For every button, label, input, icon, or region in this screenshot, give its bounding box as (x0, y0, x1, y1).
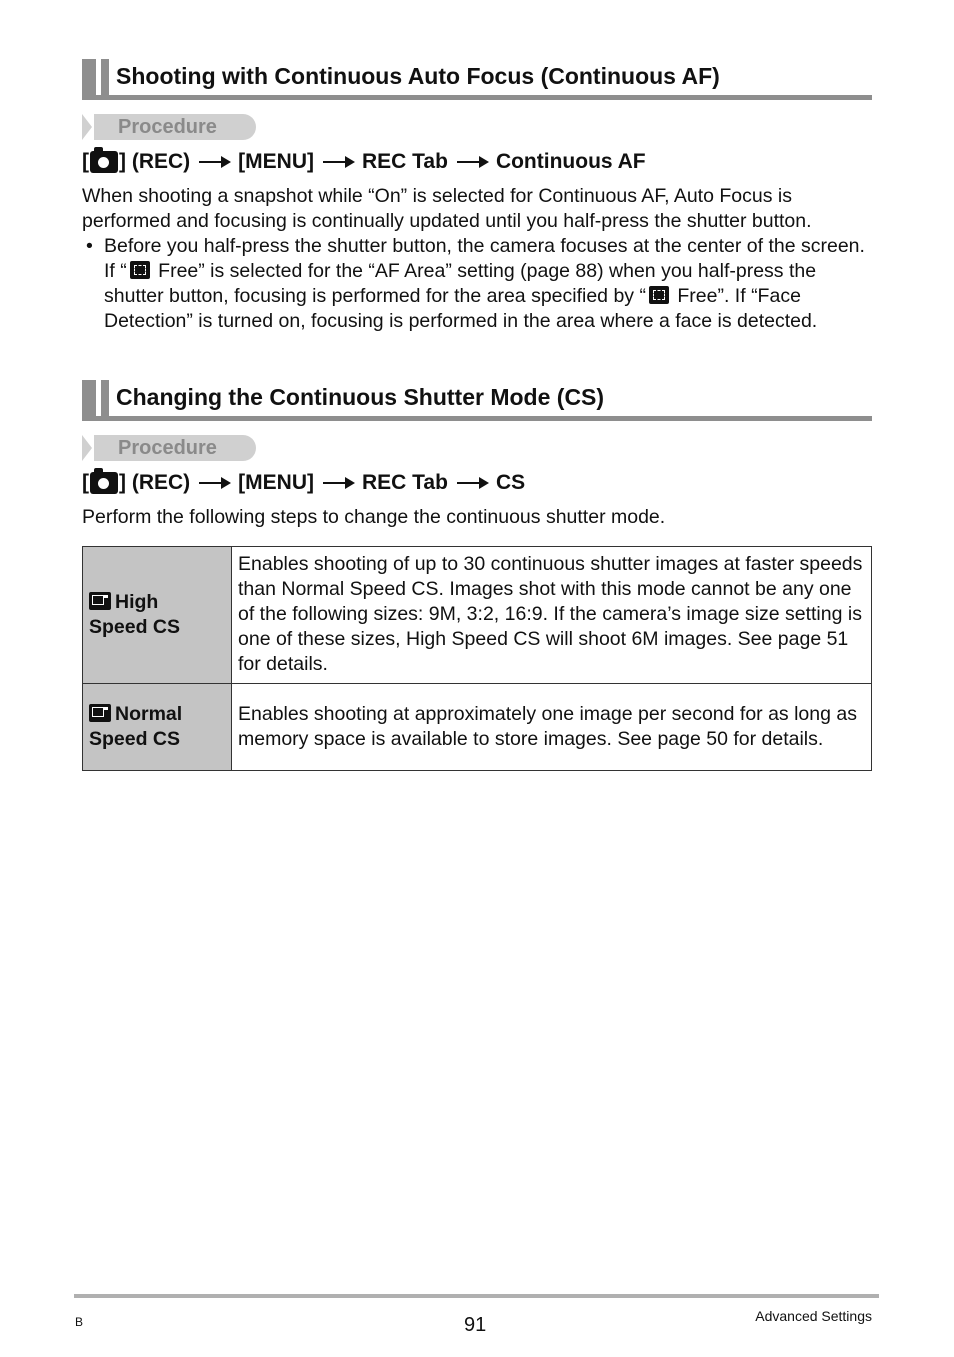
section-header-continuous-af (82, 59, 872, 100)
arrow-right-icon (199, 482, 229, 484)
cs-mode-name: High (115, 591, 159, 613)
path-cs: CS (495, 471, 526, 494)
arrow-right-icon (199, 161, 229, 163)
bullet-text-part: Free” is selected for the “AF Area” setting (page 88) when you half-press the shutter button, focusing is performed for the area specified by “ (104, 260, 817, 307)
header-bar-decoration (101, 380, 109, 416)
normal-speed-cs-icon (89, 704, 111, 722)
bullet-text-part: Free”. If “Face Detection” is turned on, focusing is performed in the area where a face is detected. (104, 285, 818, 332)
bullet-text-part: Before you half-press the shutter button, the camera focuses at the center of the screen. If “ (104, 235, 865, 282)
cs-mode-description: Enables shooting of up to 30 continuous shutter images at faster speeds than Normal Speed CS. Images shot with this mode cannot be any one of the following sizes: 9M, 3:2, 16:9. If the camera’s image size setting is one of these sizes, High Speed CS will shoot 6M images. See page 51 for details. (232, 547, 872, 684)
camera-icon (90, 151, 118, 173)
arrow-right-icon (323, 161, 353, 163)
path-rec-tab: REC Tab (361, 150, 448, 173)
intro-paragraph: When shooting a snapshot while “On” is selected for Continuous AF, Auto Focus is performed and focusing is continually updated until you half-press the shutter button. (82, 185, 812, 232)
cs-mode-name: Speed CS (89, 616, 181, 638)
table-row (83, 547, 872, 684)
footer-section-name: Advanced Settings (755, 1308, 872, 1324)
path-rec-tab: REC Tab (361, 471, 448, 494)
cs-mode-name: Normal (115, 703, 183, 725)
cs-mode-name-cell (83, 684, 232, 771)
menu-path (82, 150, 646, 174)
bullet-dot: • (86, 235, 93, 257)
footer-divider (74, 1294, 879, 1298)
footer-code: B (75, 1315, 84, 1329)
procedure-label-box (82, 435, 256, 461)
bullet-text (104, 234, 872, 334)
path-continuous-af: Continuous AF (495, 150, 646, 173)
cs-mode-description: Enables shooting at approximately one image per second for as long as memory space is available to store images. See page 50 for details. (232, 684, 872, 771)
cs-mode-name: Speed CS (89, 728, 181, 750)
path-bracket-open: [ (82, 471, 89, 494)
intro-paragraph: Perform the following steps to change the continuous shutter mode. (82, 506, 666, 528)
header-bar-decoration (82, 59, 96, 95)
camera-icon (90, 472, 118, 494)
procedure-chevron-icon (82, 114, 92, 140)
path-bracket-open: [ (82, 150, 89, 173)
path-menu: [MENU] (238, 150, 314, 173)
header-bar-decoration (82, 380, 96, 416)
arrow-right-icon (457, 161, 487, 163)
page-number: 91 (464, 1314, 487, 1336)
free-af-area-icon (130, 261, 150, 279)
path-rec: ] (REC) (119, 471, 191, 494)
section-header-cs-mode (82, 380, 872, 421)
section-title: Changing the Continuous Shutter Mode (CS) (116, 384, 605, 410)
section-title: Shooting with Continuous Auto Focus (Continuous AF) (116, 63, 720, 89)
free-af-area-icon (649, 286, 669, 304)
procedure-label-box (82, 114, 256, 140)
arrow-right-icon (323, 482, 353, 484)
bullet-item (82, 234, 872, 334)
arrow-right-icon (457, 482, 487, 484)
path-menu: [MENU] (238, 471, 314, 494)
header-bar-decoration (101, 59, 109, 95)
procedure-chevron-icon (82, 435, 92, 461)
high-speed-cs-icon (89, 592, 111, 610)
path-rec: ] (REC) (119, 150, 191, 173)
procedure-label: Procedure (118, 116, 217, 138)
procedure-label: Procedure (118, 437, 217, 459)
cs-mode-table (82, 546, 872, 771)
table-row (83, 684, 872, 771)
menu-path (82, 471, 525, 495)
cs-mode-name-cell (83, 547, 232, 684)
